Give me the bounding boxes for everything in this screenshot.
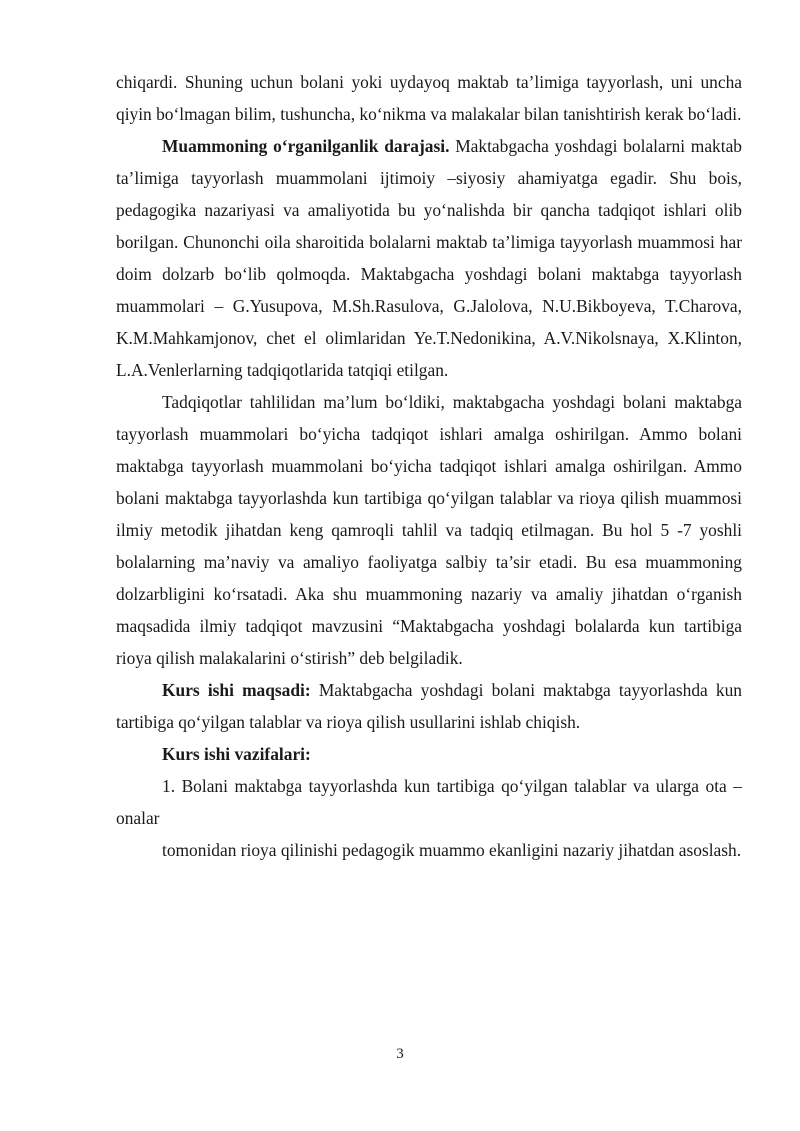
page-number: 3 — [396, 1046, 404, 1062]
paragraph-text: chiqardi. Shuning uchun bolani yoki uydayoq maktab ta’limiga tayyorlash, uni uncha qiyin bo‘lmagan bilim, tushuncha, ko‘nikma va malakalar bilan tanishtirish kerak bo‘ladi. — [116, 72, 742, 124]
paragraph-task-1 — [116, 770, 742, 834]
paragraph-goal — [116, 674, 742, 738]
paragraph-tasks-heading — [116, 738, 742, 770]
body-text — [116, 66, 742, 866]
section-heading-research-degree: Muammoning o‘rganilganlik darajasi. — [162, 136, 450, 156]
paragraph-text: 1. Bolani maktabga tayyorlashda kun tartibiga qo‘yilgan talablar va ularga ota –onalar — [116, 776, 742, 828]
paragraph-text: tomonidan rioya qilinishi pedagogik muammo ekanligini nazariy jihatdan asoslash. — [162, 840, 742, 860]
paragraph-intro-continuation — [116, 66, 742, 130]
paragraph-analysis — [116, 386, 742, 674]
section-heading-tasks: Kurs ishi vazifalari: — [162, 744, 311, 764]
paragraph-text: Maktabgacha yoshdagi bolani maktabga tayyorlashda kun tartibiga qo‘yilgan talablar va rioya qilish usullarini ishlab chiqish. — [116, 680, 742, 732]
paragraph-task-1-continuation — [116, 834, 742, 866]
paragraph-text: Tadqiqotlar tahlilidan ma’lum bo‘ldiki, maktabgacha yoshdagi bolani maktabga tayyorlash muammolari bo‘yicha tadqiqot ishlari amalga oshirilgan. Ammo bolani maktabga tayyorlash muammolani bo‘yicha tadqiqot ishlari amalga oshirilgan. Ammo bolani maktabga tayyorlashda kun tartibiga qo‘yilgan talablar va rioya qilish muammosi ilmiy metodik jihatdan keng qamroqli tahlil va tadqiq etilmagan. Bu hol 5 -7 yoshli bolalarning ma’naviy va amaliyo faoliyatga salbiy ta’sir etadi. Bu esa muammoning dolzarbligini ko‘rsatadi. Aka shu muammoning nazariy va amaliy jihatdan o‘rganish maqsadida ilmiy tadqiqot mavzusini “Maktabgacha yoshdagi bolalarda kun tartibiga rioya qilish malakalarini o‘stirish” deb belgiladik. — [116, 392, 742, 668]
paragraph-research-degree — [116, 130, 742, 386]
paragraph-text: Maktabgacha yoshdagi bolalarni maktab ta’limiga tayyorlash muammolani ijtimoiy –siyosiy ahamiyatga egadir. Shu bois, pedagogika nazariyasi va amaliyotida bu yo‘nalishda bir qancha tadqiqot ishlari olib borilgan. Chunonchi oila sharoitida bolalarni maktab ta’limiga tayyorlash muammosi har doim dolzarb bo‘lib qolmoqda. Maktabgacha yoshdagi bolani maktabga tayyorlash muammolari – G.Yusupova, M.Sh.Rasulova, G.Jalolova, N.U.Bikboyeva, T.Charova, K.M.Mahkamjonov, chet el olimlaridan Ye.T.Nedonikina, A.V.Nikolsnaya, X.Klinton, L.A.Venlerlarning tadqiqotlarida tatqiqi etilgan. — [116, 136, 742, 380]
section-heading-goal: Kurs ishi maqsadi: — [162, 680, 311, 700]
